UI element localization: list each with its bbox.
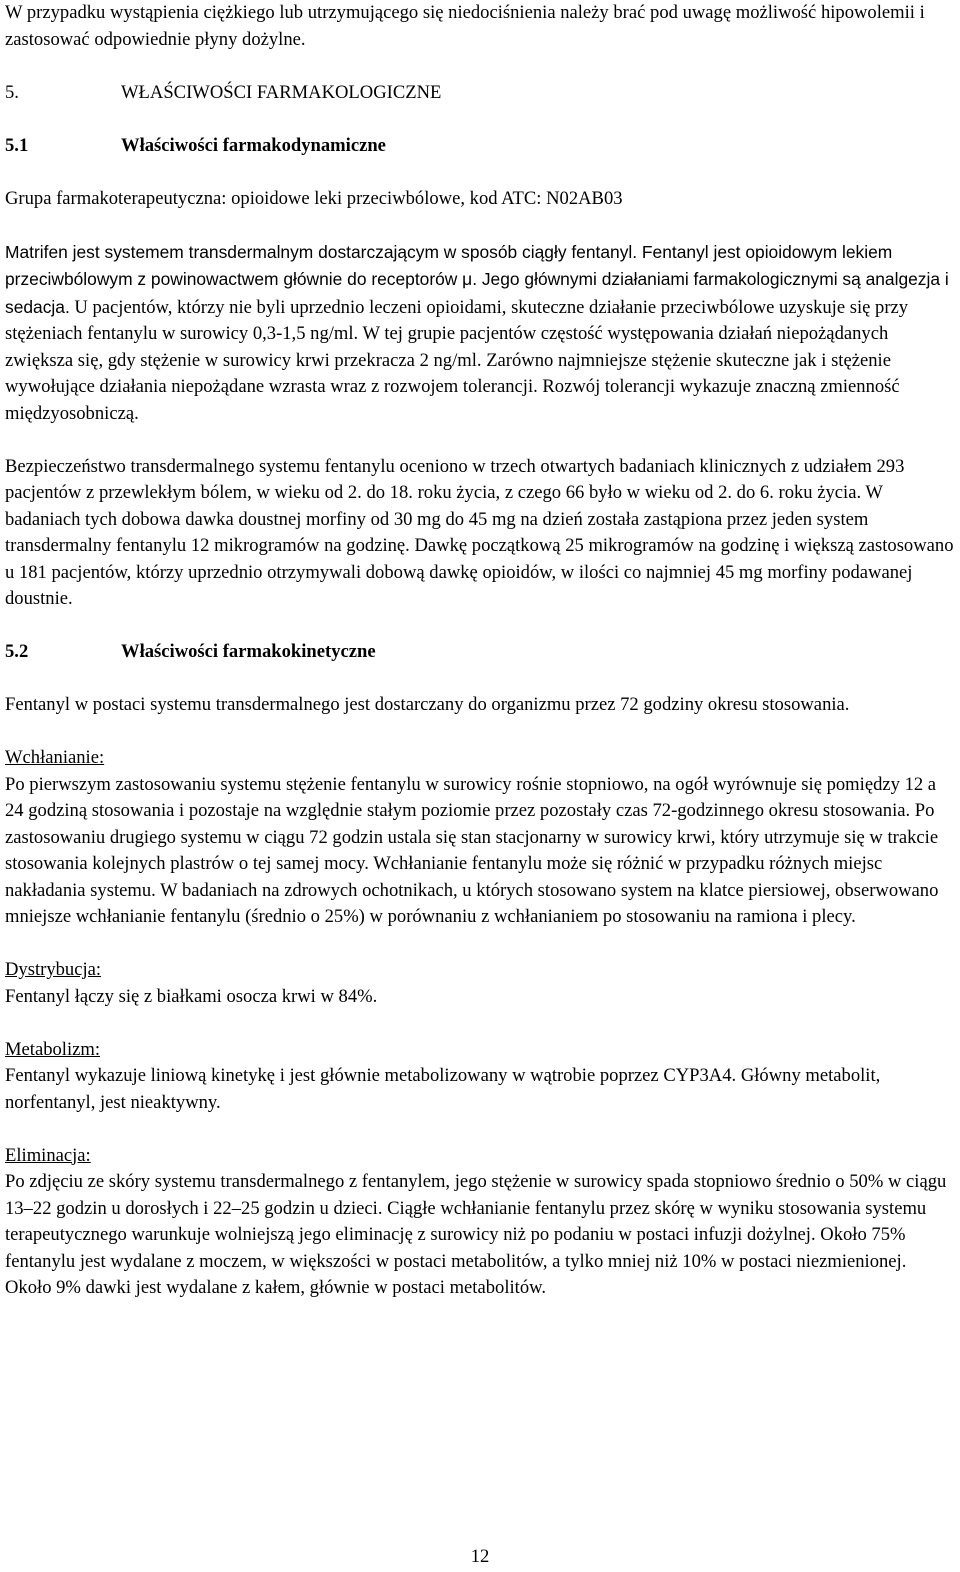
distribution-text: Fentanyl łączy się z białkami osocza krwi w 84%. <box>5 985 378 1007</box>
absorption-text: Po pierwszym zastosowaniu systemu stężenie fentanylu w surowicy rośnie stopniowo, na ogół wyrównuje się pomiędzy 12 a 24 godziną stosowania i pozostaje na względnie stałym poziomie przez pozostały czas 72-godzinnego okresu stosowania. Po zastosowaniu drugiego systemu w ciągu 72 godzin ustala się stan stacjonarny w surowicy krwi, który utrzymuje się w trakcie stosowania kolejnych plastrów o tej samej mocy. Wchłanianie fentanylu może się różnić w przypadku różnych miejsc nakładania systemu. W badaniach na zdrowych ochotnikach, u których stosowano system na klatce piersiowej, obserwowano mniejsze wchłanianie fentanylu (średnio o 25%) w porównaniu z wchłanianiem po stosowaniu na ramiona i plecy. <box>5 773 939 927</box>
pediatric-safety-paragraph: Bezpieczeństwo transdermalnego systemu fentanylu oceniono w trzech otwartych badaniach klinicznych z udziałem 293 pacjentów z przewlekłym bólem, w wieku od 2. do 18. roku życia, z czego 66 było w wieku od 2. do 6. roku życia. W badaniach tych dobowa dawka doustnej morfiny od 30 mg do 45 mg na dzień została zastąpiona przez jeden system transdermalny fentanylu 12 mikrogramów na godzinę. Dawkę początkową 25 mikrogramów na godzinę i większą zastosowano u 181 pacjentów, którzy uprzednio otrzymywali dobową dawkę opioidów, w ilości co najmniej 45 mg morfiny podawanej doustnie. <box>5 455 954 609</box>
elimination-label: Eliminacja: <box>5 1144 91 1166</box>
metabolism-label: Metabolizm: <box>5 1038 101 1060</box>
pharmacodynamics-paragraph <box>5 239 957 428</box>
distribution-label: Dystrybucja: <box>5 959 102 980</box>
page-number: 12 <box>470 1546 490 1567</box>
pharmacotherapeutic-group: Grupa farmakoterapeutyczna: opioidowe leki przeciwbólowe, kod ATC: N02AB03 <box>5 187 623 209</box>
section-5-1-heading <box>5 133 957 160</box>
section-5-heading <box>5 80 957 107</box>
section-5-1-number: 5.1 <box>5 134 29 156</box>
metabolism-text: Fentanyl wykazuje liniową kinetykę i jest głównie metabolizowany w wątrobie poprzez CYP3A4. Główny metabolit, norfentanyl, jest nieaktywny. <box>5 1065 881 1113</box>
pharmacodynamics-serif-text: U pacjentów, którzy nie byli uprzednio leczeni opioidami, skuteczne działanie przeciwbólowe uzyskuje się przy stężeniach fentanylu w surowicy 0,3-1,5 ng/ml. W tej grupie pacjentów częstość występowania działań niepożądanych zwiększa się, gdy stężenie w surowicy krwi przekracza 2 ng/ml. Zarówno najmniejsze stężenie skuteczne jak i stężenie wywołujące działania niepożądane wzrasta wraz z rozwojem tolerancji. Rozwój tolerancji wykazuje znaczną zmienność międzyosobniczą. <box>5 296 909 424</box>
elimination-text: Po zdjęciu ze skóry systemu transdermalnego z fentanylem, jego stężenie w surowicy spada stopniowo średnio o 50% w ciągu 13–22 godzin u dorosłych i 22–25 godzin u dzieci. Ciągłe wchłanianie fentanylu przez skórę w wyniku stosowania systemu terapeutycznego warunkuje wolniejszą jego eliminację z surowicy niż po podaniu w postaci infuzji dożylnej. Około 75% fentanylu jest wydalane z moczem, w większości w postaci metabolitów, a tylko mniej niż 10% w postaci niezmienionej. Około 9% dawki jest wydalane z kałem, głównie w postaci metabolitów. <box>5 1171 947 1298</box>
section-5-2-number: 5.2 <box>5 641 29 662</box>
intro-paragraph: W przypadku wystąpienia ciężkiego lub utrzymującego się niedociśnienia należy brać pod uwagę możliwość hipowolemii i zastosować odpowiednie płyny dożylne. <box>5 2 925 50</box>
section-5-2-heading <box>5 639 957 666</box>
section-5-1-title: Właściwości farmakodynamiczne <box>121 134 386 156</box>
section-5-title: WŁAŚCIWOŚCI FARMAKOLOGICZNE <box>121 81 442 103</box>
pharmacodynamics-sans-text: Matrifen jest systemem transdermalnym dostarczającym w sposób ciągły fentanyl. Fentanyl jest opioidowym lekiem przeciwbólowym z powinowactwem głównie do receptorów μ. Jego głównymi działaniami farmakologicznymi są analgezja i sedacja. <box>5 241 949 317</box>
pharmacokinetics-intro: Fentanyl w postaci systemu transdermalnego jest dostarczany do organizmu przez 72 godziny okresu stosowania. <box>5 694 850 715</box>
absorption-label: Wchłanianie: <box>5 747 105 768</box>
section-5-2-title: Właściwości farmakokinetyczne <box>121 641 376 662</box>
section-5-number: 5. <box>5 81 19 103</box>
document-page <box>5 0 957 1328</box>
